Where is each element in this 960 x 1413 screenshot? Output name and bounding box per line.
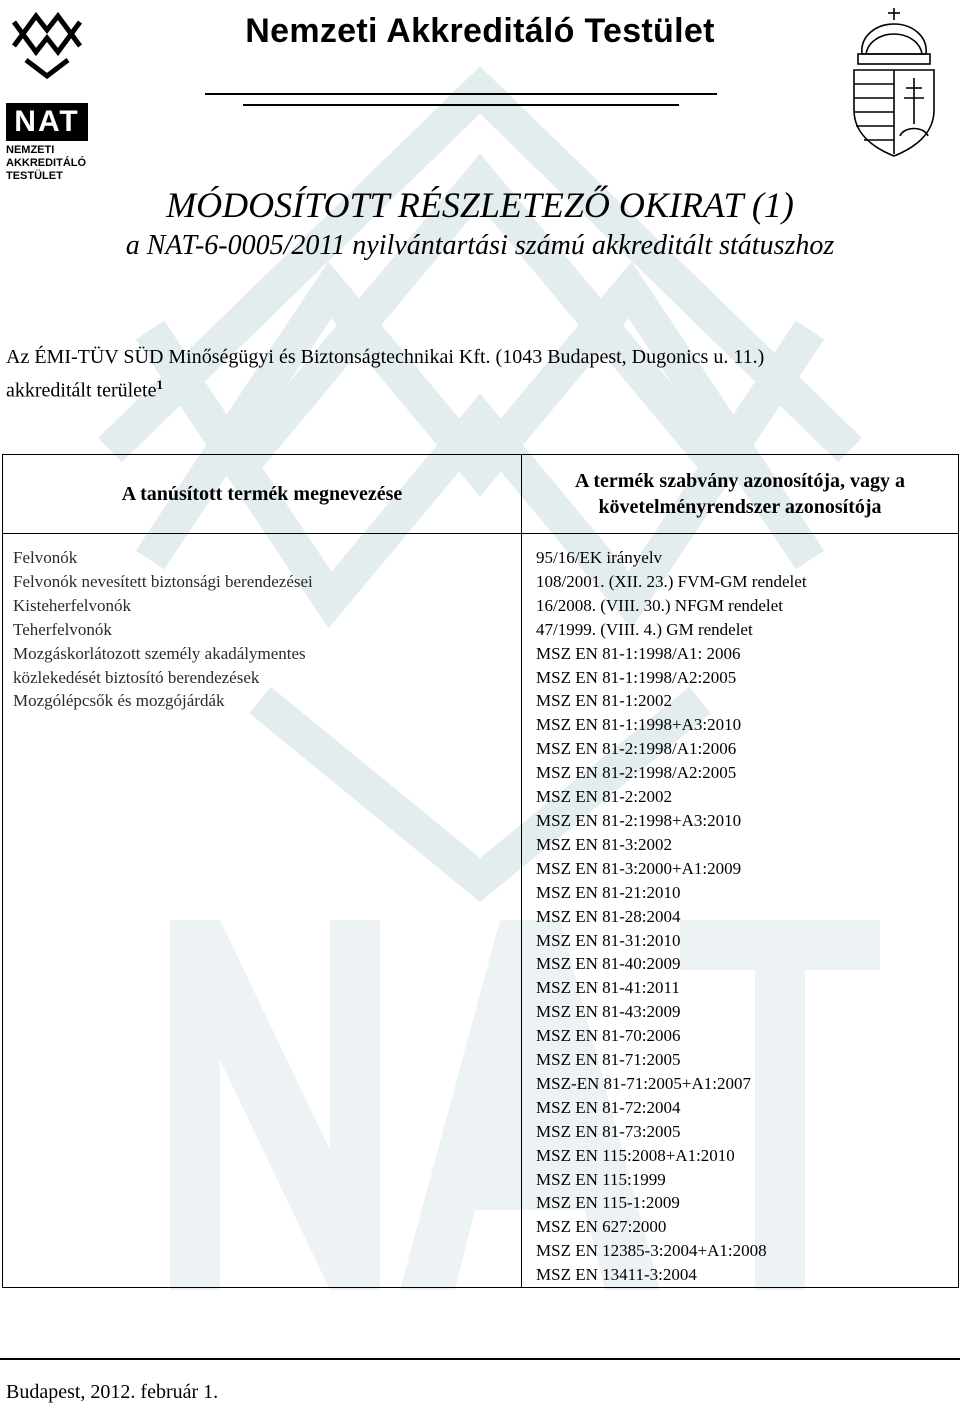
header-rule <box>243 104 679 106</box>
standard-item: MSZ EN 81-73:2005 <box>536 1121 681 1141</box>
nat-emblem-icon <box>6 6 88 98</box>
nat-logo-line: TESTÜLET <box>6 170 63 182</box>
standard-item: MSZ EN 81-41:2011 <box>536 978 680 998</box>
standard-item: MSZ EN 115:1999 <box>536 1169 666 1189</box>
column-header-line: követelményrendszer azonosítója <box>598 496 882 518</box>
standard-item: MSZ EN 81-28:2004 <box>536 906 681 926</box>
nat-logo-abbr: NAT <box>6 103 88 141</box>
intro-line: Az ÉMI-TÜV SÜD Minőségügyi és Biztonságtechnikai Kft. (1043 Budapest, Dugonics u. 11.) <box>6 346 765 368</box>
standard-item: MSZ EN 81-31:2010 <box>536 930 681 950</box>
standard-list <box>522 534 958 1287</box>
standard-item: MSZ EN 627:2000 <box>536 1217 667 1237</box>
standard-item: MSZ EN 81-43:2009 <box>536 1002 681 1022</box>
product-item: Kisteherfelvonók <box>13 595 132 615</box>
standard-item: MSZ EN 115:2008+A1:2010 <box>536 1145 735 1165</box>
column-header-line: A termék szabvány azonosítója, vagy a <box>575 470 905 492</box>
header-rule <box>205 93 717 95</box>
standard-item: MSZ-EN 81-71:2005+A1:2007 <box>536 1073 751 1093</box>
nat-logo-line: NEMZETI <box>6 144 55 156</box>
place-and-date: Budapest, 2012. február 1. <box>6 1381 219 1403</box>
standard-item: 47/1999. (VIII. 4.) GM rendelet <box>536 619 753 639</box>
standard-item: 108/2001. (XII. 23.) FVM-GM rendelet <box>536 571 807 591</box>
standard-item: 16/2008. (VIII. 30.) NFGM rendelet <box>536 595 783 615</box>
standard-item: MSZ EN 81-3:2002 <box>536 834 672 854</box>
footer-rule <box>0 1358 960 1360</box>
product-item: közlekedését biztosító berendezések <box>13 667 260 687</box>
product-item: Teherfelvonók <box>13 619 112 639</box>
accreditation-table <box>2 454 956 1285</box>
standard-cell <box>522 534 959 1288</box>
product-item: Mozgáskorlátozott személy akadálymentes <box>13 643 306 663</box>
product-cell <box>3 534 522 1288</box>
column-header-standard <box>522 455 959 534</box>
standard-item: MSZ EN 81-1:2002 <box>536 691 672 711</box>
organization-title: Nemzeti Akkreditáló Testület <box>245 12 715 50</box>
standard-item: MSZ EN 81-2:1998/A1:2006 <box>536 739 737 759</box>
standard-item: MSZ EN 81-2:1998/A2:2005 <box>536 763 737 783</box>
column-header-product: A tanúsított termék megnevezése <box>3 455 522 534</box>
footnote-mark: 1 <box>156 377 163 392</box>
standard-item: MSZ EN 12385-3:2004+A1:2008 <box>536 1241 767 1261</box>
standard-item: MSZ EN 81-2:1998+A3:2010 <box>536 810 742 830</box>
standard-item: MSZ EN 81-1:1998/A1: 2006 <box>536 643 741 663</box>
standard-item: MSZ EN 81-1:1998/A2:2005 <box>536 667 737 687</box>
document-title: MÓDOSÍTOTT RÉSZLETEZŐ OKIRAT (1) <box>166 185 794 225</box>
product-item: Felvonók <box>13 548 78 567</box>
product-list <box>3 534 521 713</box>
standard-item: MSZ EN 115-1:2009 <box>536 1193 680 1213</box>
coat-of-arms <box>842 6 946 163</box>
nat-logo <box>6 6 88 183</box>
standard-item: 95/16/EK irányelv <box>536 548 663 567</box>
standard-item: MSZ EN 81-71:2005 <box>536 1050 681 1070</box>
standard-item: MSZ EN 81-1:1998+A3:2010 <box>536 715 742 735</box>
standard-item: MSZ EN 81-2:2002 <box>536 787 672 807</box>
standard-item: MSZ EN 81-70:2006 <box>536 1026 681 1046</box>
product-item: Mozgólépcsők és mozgójárdák <box>13 691 225 711</box>
intro-line: akkreditált területe <box>6 379 157 402</box>
standard-item: MSZ EN 81-3:2000+A1:2009 <box>536 858 742 878</box>
intro-paragraph <box>6 343 956 405</box>
standard-item: MSZ EN 13411-3:2004 <box>536 1265 697 1285</box>
coat-of-arms-icon <box>842 6 946 158</box>
product-item: Felvonók nevesített biztonsági berendezései <box>13 571 313 591</box>
standard-item: MSZ EN 81-21:2010 <box>536 882 681 902</box>
document-subtitle: a NAT-6-0005/2011 nyilvántartási számú akkreditált státuszhoz <box>125 230 835 261</box>
nat-logo-line: AKKREDITÁLÓ <box>6 157 87 169</box>
standard-item: MSZ EN 81-40:2009 <box>536 954 681 974</box>
standard-item: MSZ EN 81-72:2004 <box>536 1097 681 1117</box>
